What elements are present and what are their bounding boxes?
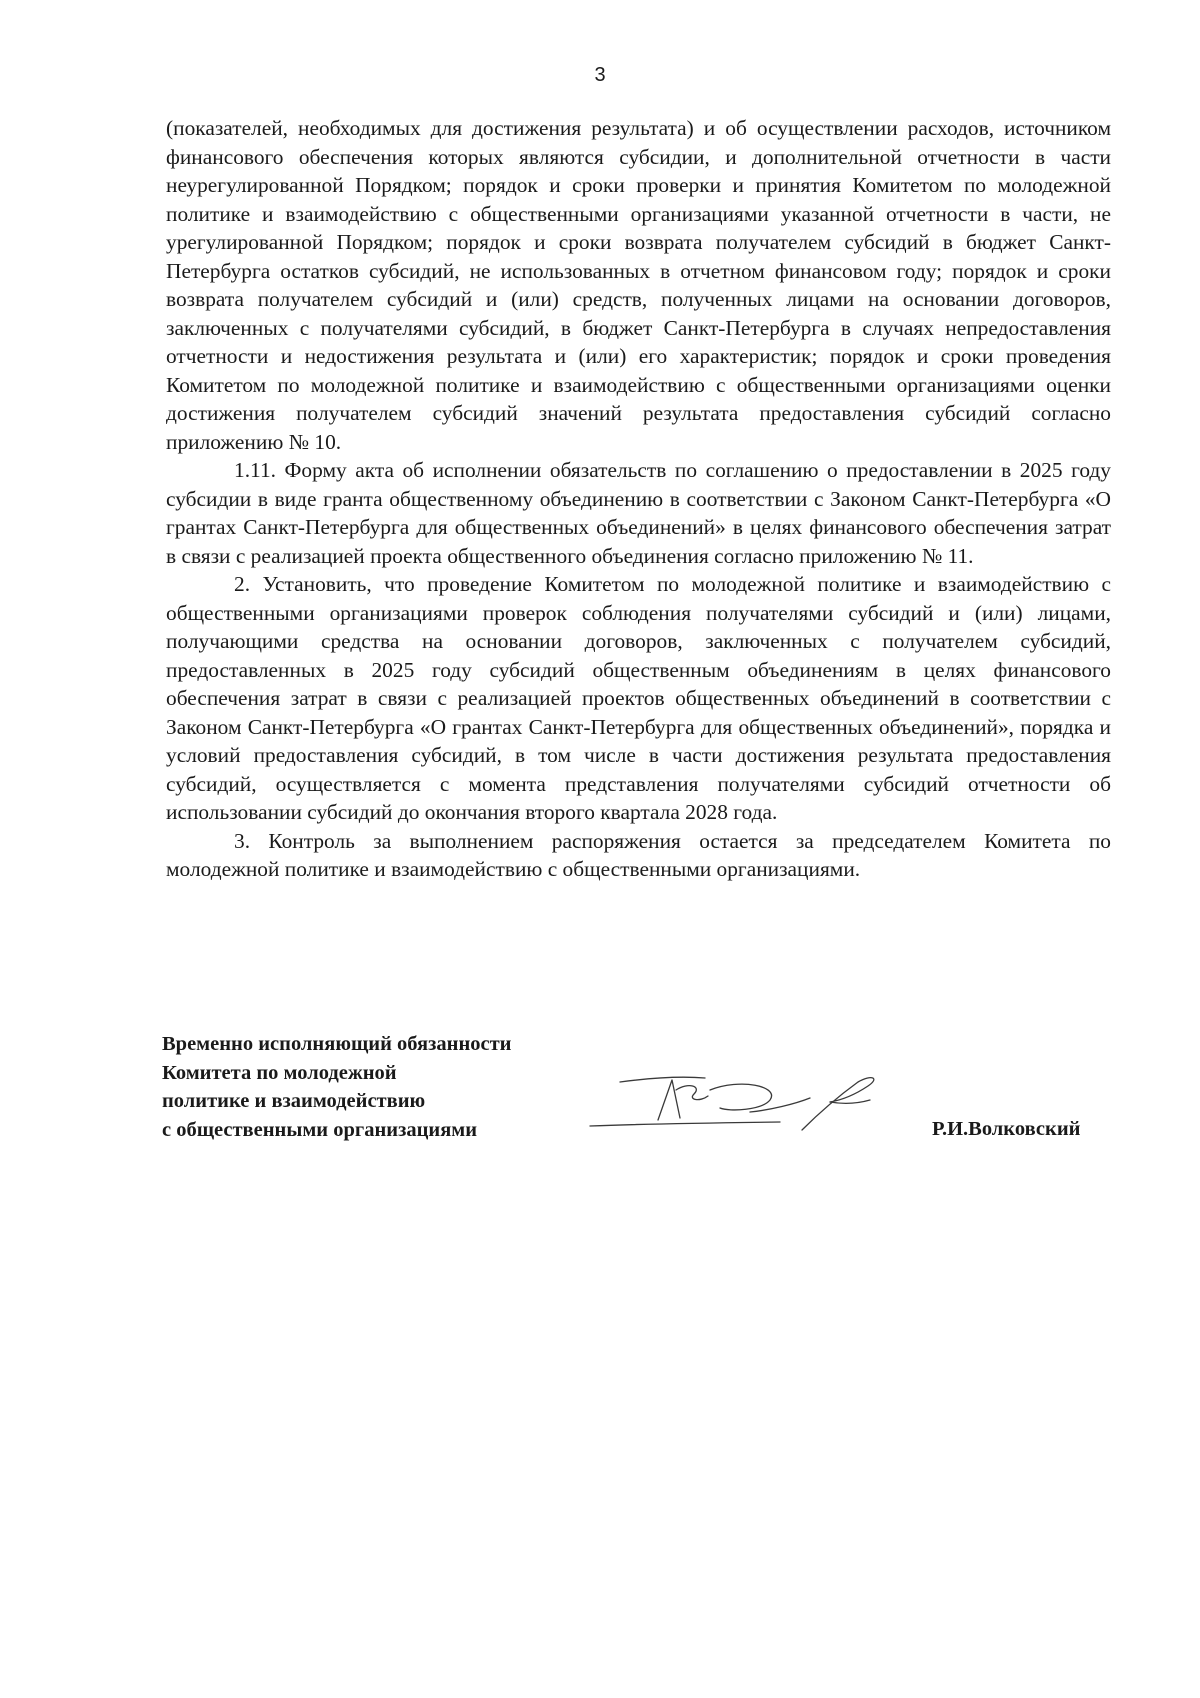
document-body	[166, 114, 1111, 884]
signatory-title-line: политике и взаимодействию	[162, 1090, 426, 1112]
signatory-title-line: с общественными организациями	[162, 1118, 478, 1141]
signatory-title-line: Комитета по молодежной	[162, 1061, 397, 1084]
signatory-title-line: Временно исполняющий обязанности	[162, 1033, 512, 1055]
page-number: 3	[594, 64, 606, 86]
paragraph-2: 2. Установить, что проведение Комитетом по молодежной политике и взаимодействию с общественными организациями проверок соблюдения получателями субсидий и (или) лицами, получающими средства на основании договоров, заключенных с получателем субсидий, предоставленных в 2025 году субсидий общественным объединениям в целях финансового обеспечения затрат в связи с реализацией проектов общественных объединений в соответствии с Законом Санкт-Петербурга «О грантах Санкт-Петербурга для общественных объединений», порядка и условий предоставления субсидий, в том числе в части достижения результата предоставления субсидий, осуществляется с момента представления получателями субсидий отчетности об использовании субсидий до окончания второго квартала 2028 года.	[166, 572, 1111, 824]
signatory-name: Р.И.Волковский	[932, 1118, 1081, 1140]
paragraph-1-11: 1.11. Форму акта об исполнении обязательств по соглашению о предоставлении в 2025 году субсидии в виде гранта общественному объединению в соответствии с Законом Санкт-Петербурга «О грантах Санкт-Петербурга для общественных объединений» в целях финансового обеспечения затрат в связи с реализацией проекта общественного объединения согласно приложению № 11.	[166, 458, 1111, 568]
signatory-title	[162, 1030, 511, 1144]
paragraph-continuation: (показателей, необходимых для достижения результата) и об осуществлении расходов, источником финансового обеспечения которых являются субсидии, и дополнительной отчетности в части неурегулированной Порядком; порядок и сроки проверки и принятия Комитетом по молодежной политике и взаимодействию с общественными организациями указанной отчетности в части, не урегулированной Порядком; порядок и сроки возврата получателем субсидий в бюджет Санкт-Петербурга остатков субсидий, не использованных в отчетном финансовом году; порядок и сроки возврата получателем субсидий и (или) средств, полученных лицами на основании договоров, заключенных с получателями субсидий, в бюджет Санкт-Петербурга в случаях непредоставления отчетности и недостижения результата и (или) его характеристик; порядок и сроки проведения Комитетом по молодежной политике и взаимодействию с общественными организациями оценки достижения получателем субсидий значений результата предоставления субсидий согласно приложению № 10.	[166, 116, 1111, 454]
paragraph-3: 3. Контроль за выполнением распоряжения остается за председателем Комитета по молодежной политике и взаимодействию с общественными организациями.	[166, 828, 1111, 881]
handwritten-signature	[580, 1060, 910, 1150]
